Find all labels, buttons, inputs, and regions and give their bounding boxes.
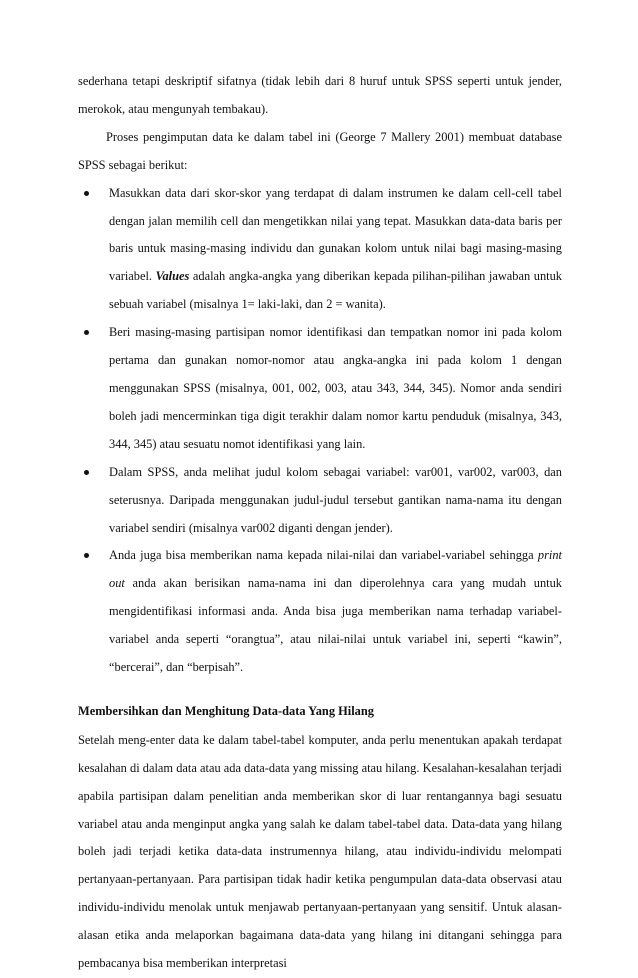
bullet-icon <box>84 470 89 475</box>
bullet-item-naming-values <box>78 542 562 682</box>
bullet-text-before: Masukkan data dari skor-skor yang terdapat di dalam instrumen ke dalam cell-cell tabel dengan jalan memilih cell dan mengetikkan nilai yang tepat. Masukkan data-data baris per baris untuk masing-masing individu dan gunakan kolom untuk nilai bagi masing-masing variabel. <box>109 185 562 284</box>
bullet-item-column-headers <box>78 459 562 543</box>
bullet-list <box>78 180 562 682</box>
bullet-emphasis-values: Values <box>155 269 190 284</box>
paragraph-intro: sederhana tetapi deskriptif sifatnya (tidak lebih dari 8 huruf untuk SPSS seperti untuk jender, merokok, atau mengunyah tembakau). <box>78 74 562 116</box>
document-page <box>78 68 562 978</box>
bullet-text: Beri masing-masing partisipan nomor identifikasi dan tempatkan nomor ini pada kolom pertama dan gunakan nomor-nomor atau angka-angka ini pada kolom 1 dengan menggunakan SPSS (misalnya, 001, 002, 003, atau 343, 344, 345). Nomor anda sendiri boleh jadi mencerminkan tiga digit terakhir dalam nomor kartu penduduk (misalnya, 343, 344, 345) atau sesuatu nomot identifikasi yang lain. <box>109 325 562 451</box>
bullet-icon <box>84 191 89 196</box>
bullet-item-participant-id <box>78 319 562 459</box>
bullet-text-after: anda akan berisikan nama-nama ini dan diperolehnya cara yang mudah untuk mengidentifikasi informasi anda. Anda bisa juga memberikan nama terhadap variabel-variabel anda seperti “orangtua”, atau nilai-nilai untuk variabel ini, seperti “kawin”, “bercerai”, dan “berpisah”. <box>109 576 562 675</box>
section-heading: Membersihkan dan Menghitung Data-data Yang Hilang <box>78 703 374 718</box>
bullet-item-enter-data <box>78 180 562 320</box>
bullet-icon <box>84 330 89 335</box>
bullet-text: Dalam SPSS, anda melihat judul kolom sebagai variabel: var001, var002, var003, dan seterusnya. Daripada menggunakan judul-judul tersebut gantikan nama-nama itu dengan variabel sendiri (misalnya var002 diganti dengan jender). <box>109 464 562 535</box>
bullet-icon <box>84 553 89 558</box>
bullet-emphasis-print-out: print out <box>109 548 562 591</box>
bullet-text-before: Anda juga bisa memberikan nama kepada nilai-nilai dan variabel-variabel sehingga <box>109 548 538 563</box>
paragraph-process: Proses pengimputan data ke dalam tabel ini (George 7 Mallery 2001) membuat database SPSS sebagai berikut: <box>78 129 562 172</box>
section-body: Setelah meng-enter data ke dalam tabel-tabel komputer, anda perlu menentukan apakah terdapat kesalahan di dalam data atau ada data-data yang missing atau hilang. Kesalahan-kesalahan terjadi apabila partisipan dalam penelitian anda memberikan skor di luar rentangannya bagi sesuatu variabel atau anda menginput angka yang salah ke dalam tabel-tabel data. Data-data yang hilang boleh jadi terjadi ketika data-data instrumennya hilang, atau individu-individu melompati pertanyaan-pertanyaan. Para partisipan tidak hadir ketika pengumpulan data-data observasi atau individu-individu menolak untuk menjawab pertanyaan-pertanyaan yang sensitif. Untuk alasan-alasan etika anda melaporkan bagaimana data-data yang hilang ini ditangani sehingga para pembacanya bisa memberikan interpretasi <box>78 732 562 971</box>
bullet-text-after: adalah angka-angka yang diberikan kepada pilihan-pilihan jawaban untuk sebuah variabel (misalnya 1= laki-laki, dan 2 = wanita). <box>109 269 562 312</box>
